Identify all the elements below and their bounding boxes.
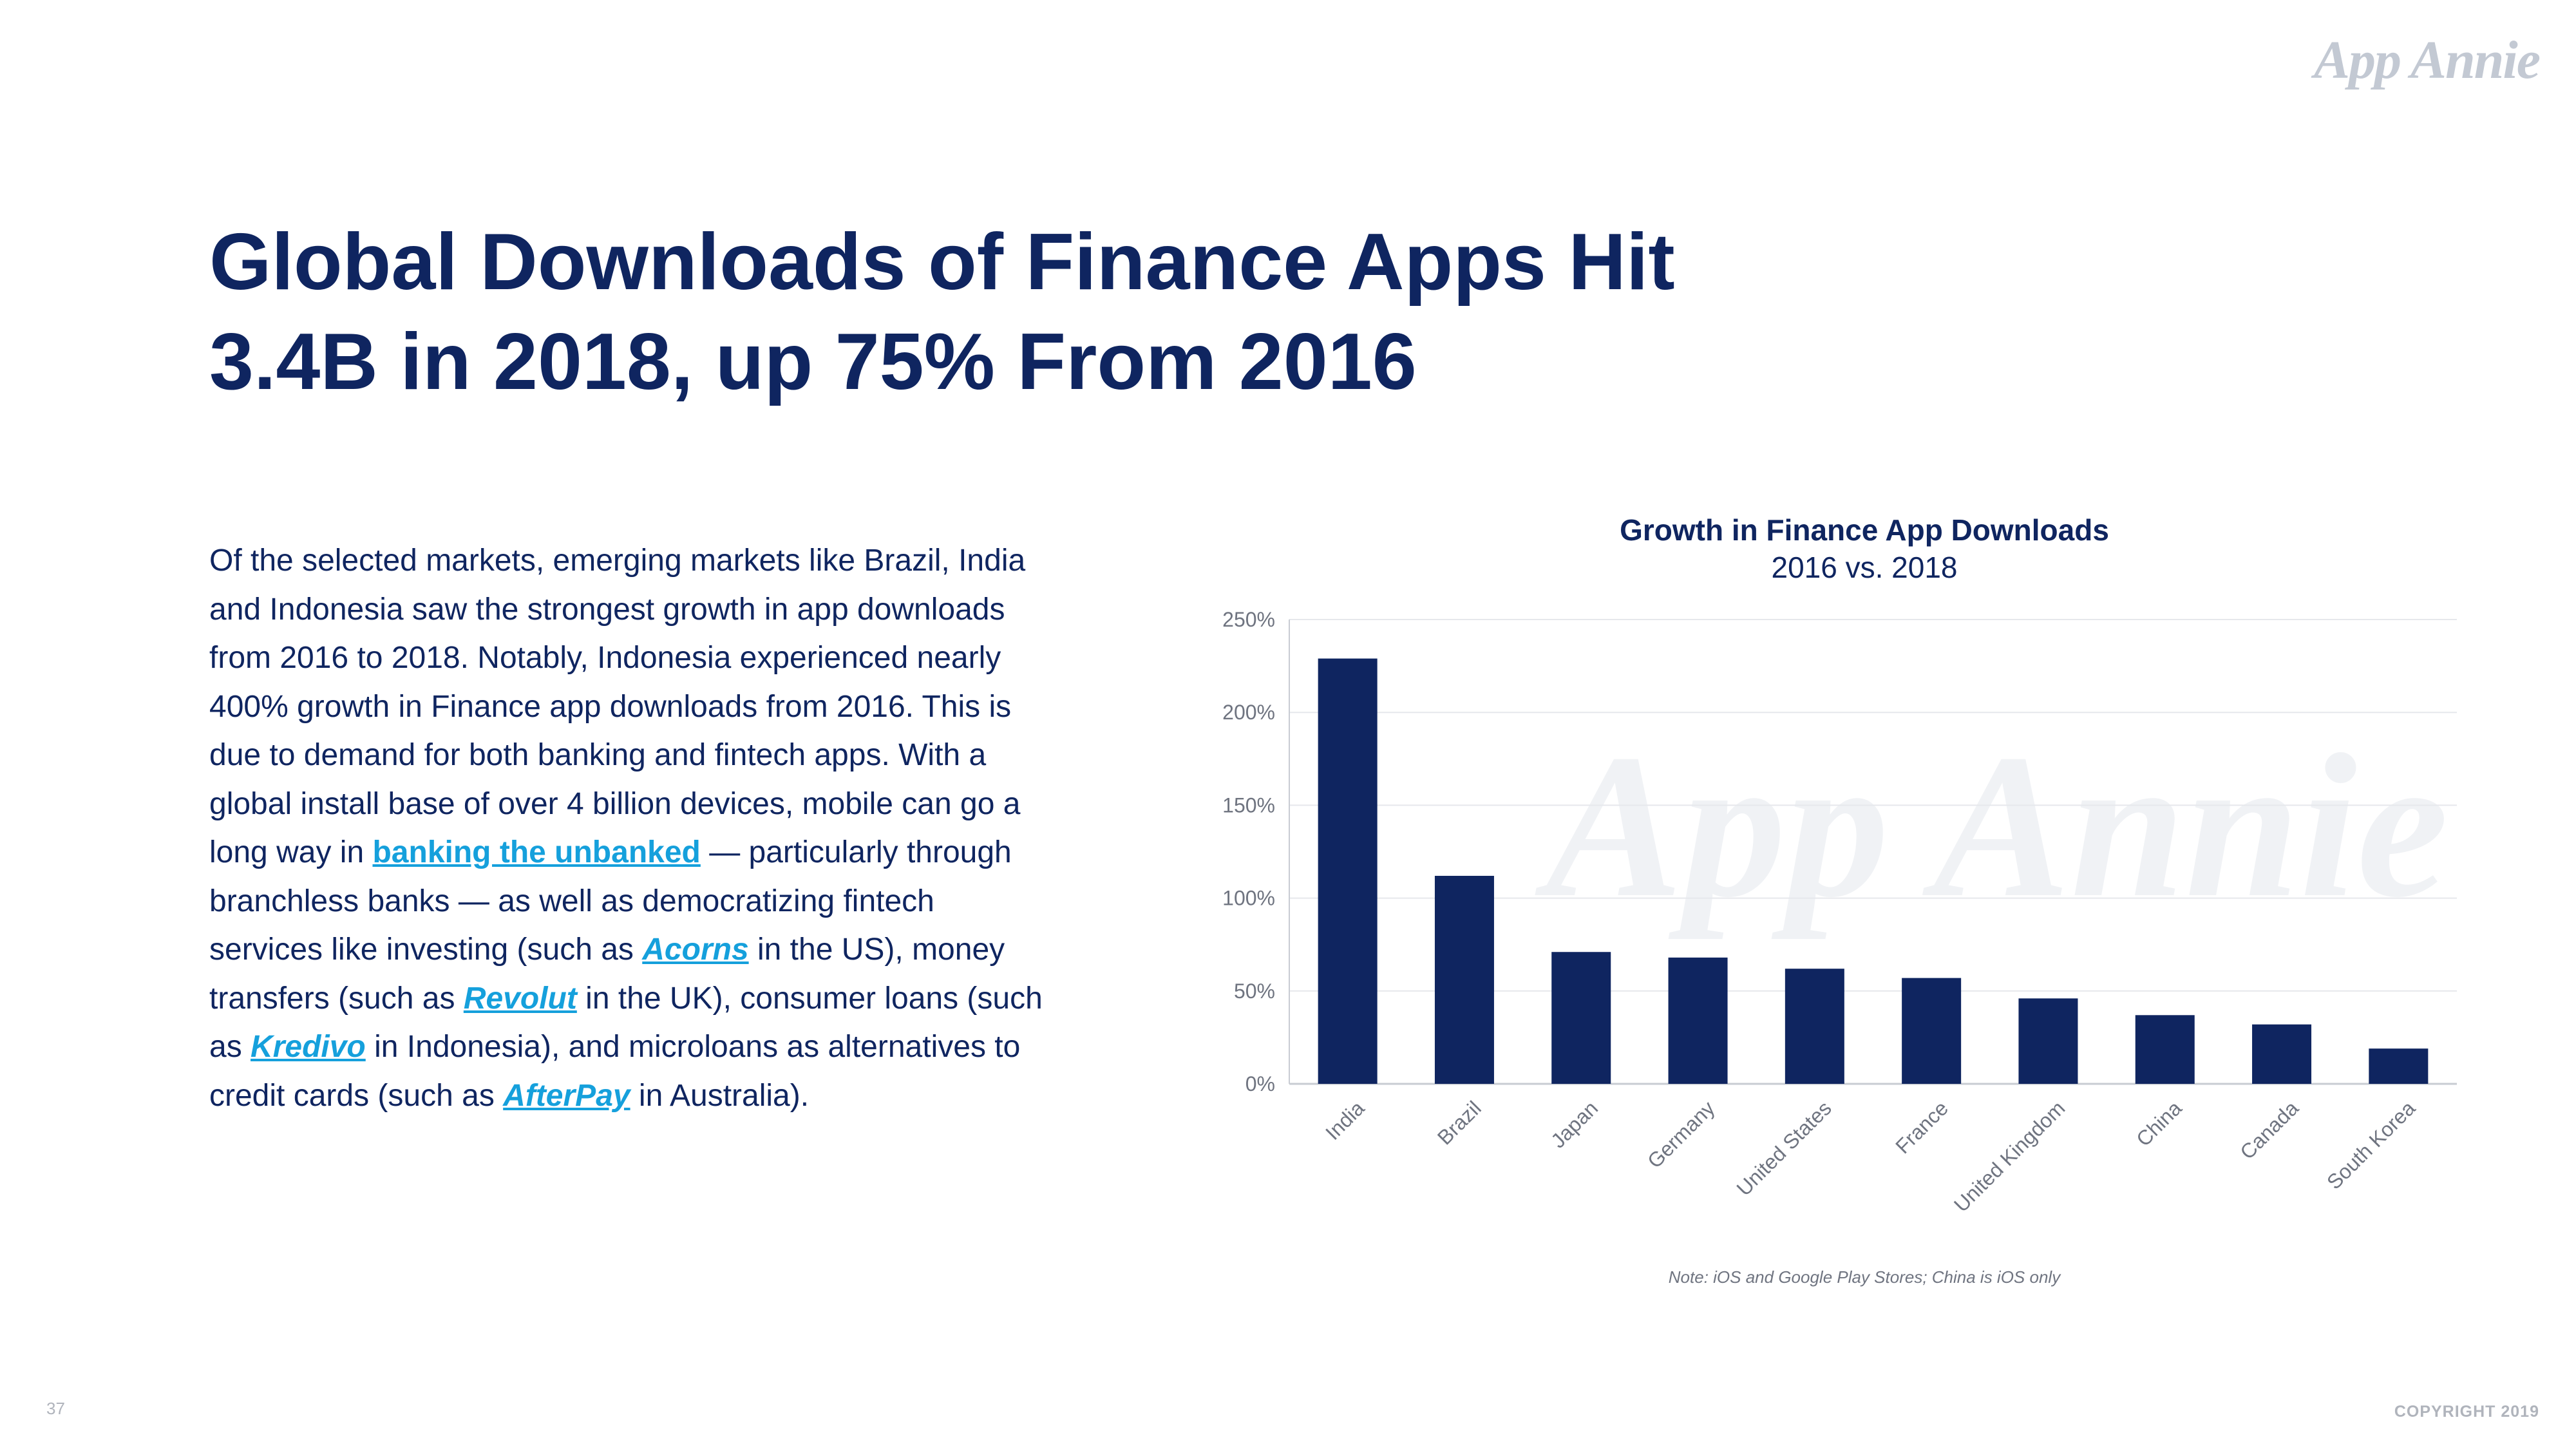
y-tick-label: 100% bbox=[1222, 886, 1275, 910]
acorns-link[interactable]: Acorns bbox=[642, 933, 749, 967]
bar-germany bbox=[1669, 958, 1728, 1084]
bar-united-states bbox=[1785, 969, 1844, 1084]
chart-note: Note: iOS and Google Play Stores; China is iOS only bbox=[1668, 1267, 2061, 1287]
x-tick-label: United Kingdom bbox=[1949, 1096, 2070, 1217]
y-tick-label: 250% bbox=[1222, 608, 1275, 631]
body-text-3: in the US), money transfers (such as bbox=[209, 933, 1005, 1016]
bar-china bbox=[2136, 1015, 2195, 1084]
chart-watermark: App Annie bbox=[1546, 712, 2448, 940]
bar-brazil bbox=[1435, 876, 1494, 1084]
app-annie-logo: App Annie bbox=[2314, 30, 2539, 90]
bar-south-korea bbox=[2369, 1048, 2428, 1084]
y-tick-label: 50% bbox=[1233, 979, 1275, 1003]
bar-canada bbox=[2252, 1025, 2311, 1084]
x-tick-label: Japan bbox=[1546, 1096, 1603, 1153]
body-text-4: in the UK), consumer loans (such as bbox=[209, 981, 1043, 1064]
page-title-line-1: Global Downloads of Finance Apps Hit bbox=[209, 218, 1675, 307]
bar-united-kingdom bbox=[2018, 998, 2078, 1084]
body-text-5: in Indonesia), and microloans as alternatives to credit cards (such as bbox=[209, 1030, 1021, 1113]
x-tick-label: Germany bbox=[1642, 1096, 1719, 1173]
x-tick-label: South Korea bbox=[2322, 1096, 2420, 1194]
y-tick-label: 200% bbox=[1222, 701, 1275, 724]
bar-india bbox=[1318, 659, 1378, 1084]
body-text-1: Of the selected markets, emerging markets like Brazil, India and Indonesia saw the strongest growth in app downloads from 2016 to 2018. Notably, Indonesia experienced nearly 400% growth in Finance app downloads from 2016. This is due to demand for both banking and fintech apps. With a global install base of over 4 billion devices, mobile can go a long way in bbox=[209, 544, 1026, 869]
x-tick-label: India bbox=[1321, 1096, 1369, 1145]
revolut-link[interactable]: Revolut bbox=[463, 981, 577, 1016]
body-text-6: in Australia). bbox=[630, 1078, 810, 1113]
bar-france bbox=[1902, 978, 1961, 1084]
x-tick-label: China bbox=[2132, 1096, 2186, 1151]
copyright: COPYRIGHT 2019 bbox=[2394, 1403, 2539, 1421]
y-tick-label: 150% bbox=[1222, 793, 1275, 817]
kredivo-link[interactable]: Kredivo bbox=[251, 1030, 366, 1064]
bar-japan bbox=[1551, 952, 1611, 1084]
y-axis-labels bbox=[1222, 608, 1275, 1095]
page-title-line-2: 3.4B in 2018, up 75% From 2016 bbox=[209, 317, 1417, 406]
y-tick-label: 0% bbox=[1245, 1072, 1275, 1095]
x-tick-label: France bbox=[1891, 1096, 1953, 1159]
banking-the-unbanked-link[interactable]: banking the unbanked bbox=[372, 835, 701, 869]
body-text-2: — particularly through branchless banks — as well as democratizing fintech services like investing (such as bbox=[209, 835, 1012, 967]
x-tick-label: United States bbox=[1732, 1096, 1836, 1200]
page-number: 37 bbox=[46, 1399, 65, 1418]
chart-title: Growth in Finance App Downloads bbox=[1620, 513, 2109, 547]
x-tick-label: Canada bbox=[2235, 1096, 2303, 1164]
chart-subtitle: 2016 vs. 2018 bbox=[1771, 551, 1958, 584]
afterpay-link[interactable]: AfterPay bbox=[503, 1078, 630, 1113]
x-tick-label: Brazil bbox=[1432, 1096, 1486, 1150]
x-axis-labels bbox=[1321, 1096, 2420, 1217]
